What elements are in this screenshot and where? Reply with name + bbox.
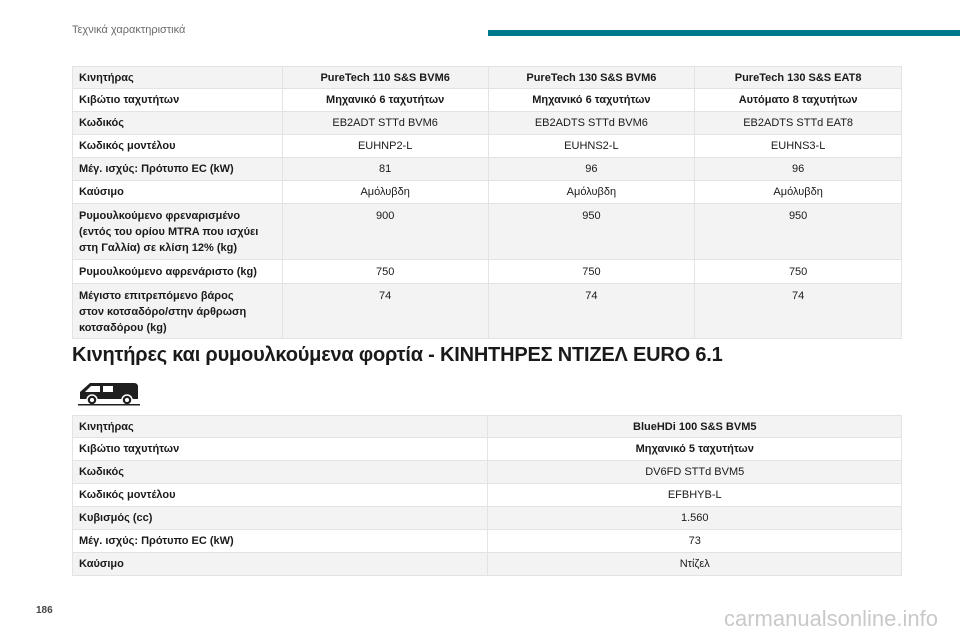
header-cell-engine: Κινητήρας (73, 67, 283, 89)
row-label: Κιβώτιο ταχυτήτων (73, 89, 283, 112)
row-label: Κωδικός (73, 461, 488, 484)
table-row (73, 135, 902, 158)
header-cell-model: PureTech 130 S&S EAT8 (695, 67, 902, 89)
table-row (73, 181, 902, 204)
row-value: EB2ADTS STTd EAT8 (695, 112, 902, 135)
row-value: Αμόλυβδη (488, 181, 695, 204)
header-cell-model: PureTech 130 S&S BVM6 (488, 67, 695, 89)
row-value: 73 (488, 530, 902, 553)
petrol-engine-table (72, 66, 902, 339)
table-row (73, 553, 902, 576)
row-label: Μέγ. ισχύς: Πρότυπο EC (kW) (73, 530, 488, 553)
row-value: 74 (282, 284, 488, 339)
table-header-row (73, 416, 902, 438)
row-value: EFBHYB-L (488, 484, 902, 507)
table-row (73, 89, 902, 112)
van-icon (76, 378, 142, 406)
row-value: 1.560 (488, 507, 902, 530)
table-row (73, 507, 902, 530)
row-value: Αμόλυβδη (695, 181, 902, 204)
row-label: Κωδικός μοντέλου (73, 484, 488, 507)
table-row (73, 530, 902, 553)
header-cell-engine: Κινητήρας (73, 416, 488, 438)
row-label: Ρυμουλκούμενο αφρενάριστο (kg) (73, 260, 283, 284)
row-value: EB2ADT STTd BVM6 (282, 112, 488, 135)
diesel-section-title: Κινητήρες και ρυμουλκούμενα φορτία - ΚΙΝΗΤΗΡΕΣ ΝΤΙΖΕΛ EURO 6.1 (72, 344, 723, 366)
row-value: Ντίζελ (488, 553, 902, 576)
row-value: Μηχανικό 6 ταχυτήτων (282, 89, 488, 112)
row-label: Μέγιστο επιτρεπόμενο βάρος στον κοτσαδόρο/στην άρθρωση κοτσαδόρου (kg) (73, 284, 283, 339)
row-label: Κιβώτιο ταχυτήτων (73, 438, 488, 461)
table-row (73, 438, 902, 461)
table-row (73, 461, 902, 484)
row-value: 96 (695, 158, 902, 181)
table-row (73, 204, 902, 260)
row-label: Κυβισμός (cc) (73, 507, 488, 530)
row-label: Ρυμουλκούμενο φρεναρισμένο (εντός του ορίου MTRA που ισχύει στη Γαλλία) σε κλίση 12% (kg) (73, 204, 283, 260)
diesel-engine-table (72, 415, 902, 576)
table-row (73, 260, 902, 284)
table-header-row (73, 67, 902, 89)
row-value: Αυτόματο 8 ταχυτήτων (695, 89, 902, 112)
row-value: EB2ADTS STTd BVM6 (488, 112, 695, 135)
row-value: DV6FD STTd BVM5 (488, 461, 902, 484)
row-value: 950 (488, 204, 695, 260)
row-value: 750 (695, 260, 902, 284)
row-value: 750 (282, 260, 488, 284)
row-value: 81 (282, 158, 488, 181)
row-value: 74 (695, 284, 902, 339)
page-number: 186 (36, 605, 53, 616)
table-row (73, 158, 902, 181)
row-value: Μηχανικό 5 ταχυτήτων (488, 438, 902, 461)
row-value: 950 (695, 204, 902, 260)
row-label: Μέγ. ισχύς: Πρότυπο EC (kW) (73, 158, 283, 181)
row-label: Κωδικός μοντέλου (73, 135, 283, 158)
row-value: 900 (282, 204, 488, 260)
watermark-text: carmanualsonline.info (723, 606, 938, 631)
row-value: Αμόλυβδη (282, 181, 488, 204)
section-header-label: Τεχνικά χαρακτηριστικά (72, 24, 186, 36)
table-row (73, 112, 902, 135)
header-cell-model: BlueHDi 100 S&S BVM5 (488, 416, 902, 438)
row-value: 750 (488, 260, 695, 284)
row-label: Καύσιμο (73, 553, 488, 576)
row-label: Καύσιμο (73, 181, 283, 204)
row-value: 96 (488, 158, 695, 181)
header-cell-model: PureTech 110 S&S BVM6 (282, 67, 488, 89)
row-value: EUHNS2-L (488, 135, 695, 158)
row-value: Μηχανικό 6 ταχυτήτων (488, 89, 695, 112)
row-value: EUHNP2-L (282, 135, 488, 158)
row-label: Κωδικός (73, 112, 283, 135)
table-row (73, 484, 902, 507)
header-accent-bar (488, 30, 960, 36)
row-value: 74 (488, 284, 695, 339)
table-row (73, 284, 902, 339)
row-value: EUHNS3-L (695, 135, 902, 158)
